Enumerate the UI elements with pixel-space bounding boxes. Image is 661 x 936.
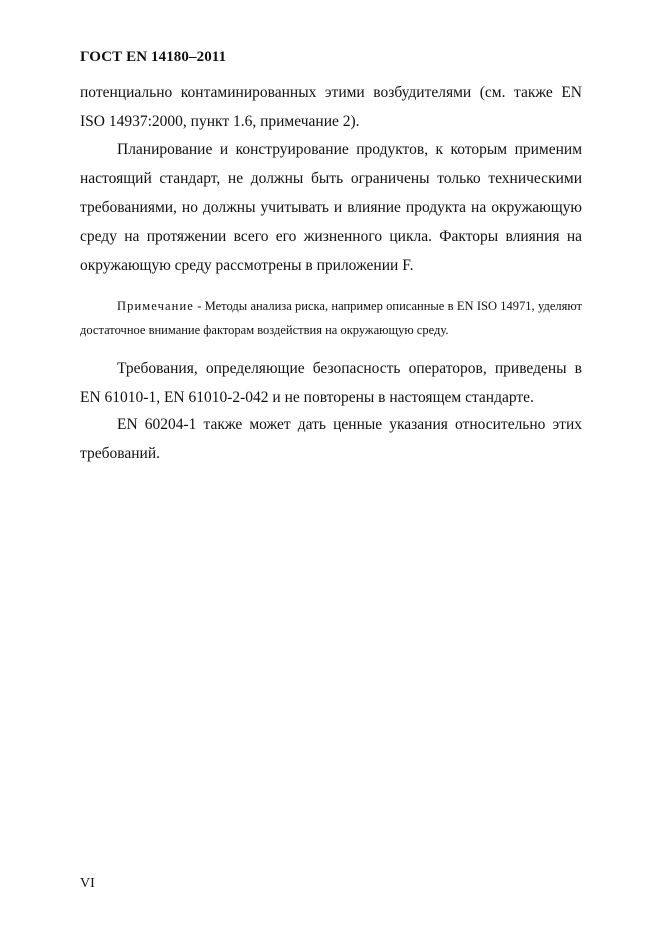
paragraph-intro <box>80 78 582 136</box>
note-label: Примечание <box>117 299 194 313</box>
paragraph-en60204-text: EN 60204-1 также может дать ценные указания относительно этих требований. <box>80 416 582 462</box>
paragraph-requirements-text: Требования, определяющие безопасность операторов, приведены в EN 61010-1, EN 61010-2-042 и не повторены в настоящем стандарте. <box>80 360 582 406</box>
note-paragraph <box>80 294 582 342</box>
standard-title: ГОСТ EN 14180–2011 <box>80 49 227 65</box>
note-text: - Методы анализа риска, например описанные в EN ISO 14971, уделяют достаточное внимание факторам воздействия на окружающую среду. <box>80 299 582 337</box>
paragraph-en60204 <box>80 410 582 468</box>
paragraph-intro-text: потенциально контаминированных этими возбудителями (см. также EN ISO 14937:2000, пункт 1.6, примечание 2). <box>80 84 582 130</box>
page-number: VI <box>80 876 95 891</box>
paragraph-requirements <box>80 354 582 412</box>
note-block <box>80 294 582 342</box>
paragraph-planning-text: Планирование и конструирование продуктов, к которым применим настоящий стандарт, не должны быть ограничены только техническими требованиями, но должны учитывать и влияние продукта на окружающую среду на протяжении всего его жизненного цикла. Факторы влияния на окружающую среду рассмотрены в приложении F. <box>80 141 582 274</box>
paragraph-planning <box>80 135 582 280</box>
